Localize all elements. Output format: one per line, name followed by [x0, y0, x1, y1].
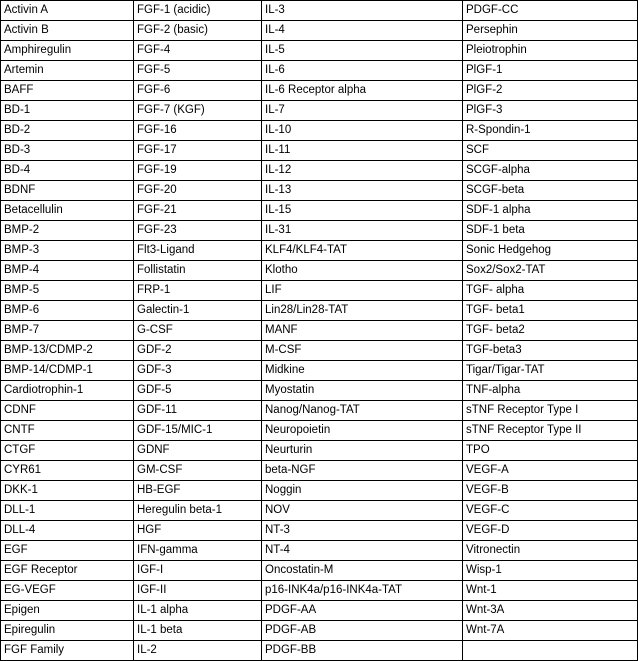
table-cell: IL-12 [262, 161, 463, 181]
table-cell: beta-NGF [262, 461, 463, 481]
table-cell: BMP-13/CDMP-2 [1, 341, 134, 361]
table-row [1, 61, 638, 81]
table-row [1, 321, 638, 341]
table-cell: GDNF [134, 441, 262, 461]
table-cell: LIF [262, 281, 463, 301]
table-cell: Klotho [262, 261, 463, 281]
table-cell: FGF-16 [134, 121, 262, 141]
table-cell: EGF [1, 541, 134, 561]
table-row [1, 521, 638, 541]
table-cell: GDF-3 [134, 361, 262, 381]
table-cell: FGF Family [1, 641, 134, 661]
table-row [1, 401, 638, 421]
table-cell: IL-1 alpha [134, 601, 262, 621]
table-cell: IGF-II [134, 581, 262, 601]
table-cell: NT-3 [262, 521, 463, 541]
table-row [1, 541, 638, 561]
table-row [1, 581, 638, 601]
table-cell: Myostatin [262, 381, 463, 401]
table-cell: Nanog/Nanog-TAT [262, 401, 463, 421]
table-row [1, 221, 638, 241]
table-cell: Vitronectin [463, 541, 638, 561]
table-cell: TNF-alpha [463, 381, 638, 401]
table-cell: KLF4/KLF4-TAT [262, 241, 463, 261]
table-row [1, 381, 638, 401]
table-cell: IFN-gamma [134, 541, 262, 561]
table-cell: FGF-2 (basic) [134, 21, 262, 41]
table-row [1, 181, 638, 201]
table-cell: Sonic Hedgehog [463, 241, 638, 261]
table-cell [463, 641, 638, 661]
table-row [1, 81, 638, 101]
table-cell: DKK-1 [1, 481, 134, 501]
table-cell: CTGF [1, 441, 134, 461]
table-cell: SCGF-beta [463, 181, 638, 201]
table-cell: EGF Receptor [1, 561, 134, 581]
table-cell: GDF-15/MIC-1 [134, 421, 262, 441]
table-cell: IL-3 [262, 1, 463, 21]
table-row [1, 101, 638, 121]
table-cell: PDGF-BB [262, 641, 463, 661]
table-cell: IL-13 [262, 181, 463, 201]
table-cell: VEGF-D [463, 521, 638, 541]
table-cell: Activin A [1, 1, 134, 21]
table-cell: IL-6 [262, 61, 463, 81]
table-row [1, 421, 638, 441]
table-cell: Activin B [1, 21, 134, 41]
table-cell: Lin28/Lin28-TAT [262, 301, 463, 321]
table-cell: IGF-I [134, 561, 262, 581]
table-cell: Artemin [1, 61, 134, 81]
table-cell: Tigar/Tigar-TAT [463, 361, 638, 381]
table-row [1, 261, 638, 281]
table-cell: Noggin [262, 481, 463, 501]
table-cell: GDF-11 [134, 401, 262, 421]
table-cell: Persephin [463, 21, 638, 41]
table-cell: FGF-17 [134, 141, 262, 161]
table-cell: VEGF-A [463, 461, 638, 481]
table-cell: DLL-4 [1, 521, 134, 541]
table-cell: Sox2/Sox2-TAT [463, 261, 638, 281]
table-cell: FGF-5 [134, 61, 262, 81]
table-row [1, 241, 638, 261]
table-cell: Heregulin beta-1 [134, 501, 262, 521]
table-cell: sTNF Receptor Type II [463, 421, 638, 441]
table-cell: BD-3 [1, 141, 134, 161]
table-row [1, 461, 638, 481]
table-row [1, 1, 638, 21]
table-cell: IL-5 [262, 41, 463, 61]
table-cell: Amphiregulin [1, 41, 134, 61]
table-cell: CDNF [1, 401, 134, 421]
table-cell: SDF-1 beta [463, 221, 638, 241]
table-cell: IL-7 [262, 101, 463, 121]
table-cell: IL-6 Receptor alpha [262, 81, 463, 101]
table-row [1, 21, 638, 41]
table-cell: FGF-23 [134, 221, 262, 241]
table-cell: FGF-20 [134, 181, 262, 201]
table-cell: FRP-1 [134, 281, 262, 301]
table-cell: G-CSF [134, 321, 262, 341]
table-cell: BMP-4 [1, 261, 134, 281]
table-cell: IL-11 [262, 141, 463, 161]
table-row [1, 641, 638, 661]
table-cell: Wnt-1 [463, 581, 638, 601]
table-cell: Neuropoietin [262, 421, 463, 441]
table-cell: IL-31 [262, 221, 463, 241]
table-row [1, 481, 638, 501]
table-cell: GDF-5 [134, 381, 262, 401]
table-cell: TGF- beta2 [463, 321, 638, 341]
table-cell: BD-1 [1, 101, 134, 121]
table-cell: SCGF-alpha [463, 161, 638, 181]
table-cell: BAFF [1, 81, 134, 101]
table-cell: VEGF-C [463, 501, 638, 521]
table-cell: Flt3-Ligand [134, 241, 262, 261]
table-cell: MANF [262, 321, 463, 341]
table-cell: BDNF [1, 181, 134, 201]
table-cell: CNTF [1, 421, 134, 441]
table-cell: PDGF-CC [463, 1, 638, 21]
table-row [1, 281, 638, 301]
table-cell: BMP-5 [1, 281, 134, 301]
table-row [1, 501, 638, 521]
table-cell: HB-EGF [134, 481, 262, 501]
table-cell: R-Spondin-1 [463, 121, 638, 141]
table-row [1, 361, 638, 381]
table-row [1, 301, 638, 321]
table-cell: BD-4 [1, 161, 134, 181]
table-cell: IL-4 [262, 21, 463, 41]
table-cell: FGF-19 [134, 161, 262, 181]
table-cell: Oncostatin-M [262, 561, 463, 581]
table-cell: BMP-14/CDMP-1 [1, 361, 134, 381]
table-cell: SCF [463, 141, 638, 161]
table-row [1, 201, 638, 221]
table-cell: Wisp-1 [463, 561, 638, 581]
table-cell: Midkine [262, 361, 463, 381]
table-cell: PlGF-3 [463, 101, 638, 121]
table-cell: DLL-1 [1, 501, 134, 521]
table-cell: NT-4 [262, 541, 463, 561]
table-cell: PDGF-AA [262, 601, 463, 621]
table-cell: BMP-7 [1, 321, 134, 341]
table-cell: BD-2 [1, 121, 134, 141]
table-cell: GDF-2 [134, 341, 262, 361]
table-cell: Wnt-3A [463, 601, 638, 621]
table-row [1, 601, 638, 621]
table-cell: TPO [463, 441, 638, 461]
table-cell: Neurturin [262, 441, 463, 461]
table-cell: IL-2 [134, 641, 262, 661]
table-cell: CYR61 [1, 461, 134, 481]
table-cell: EG-VEGF [1, 581, 134, 601]
table-cell: M-CSF [262, 341, 463, 361]
table-cell: Cardiotrophin-1 [1, 381, 134, 401]
table-row [1, 141, 638, 161]
table-cell: FGF-21 [134, 201, 262, 221]
table-row [1, 41, 638, 61]
table-cell: IL-1 beta [134, 621, 262, 641]
table-cell: BMP-2 [1, 221, 134, 241]
table-cell: NOV [262, 501, 463, 521]
table-cell: BMP-3 [1, 241, 134, 261]
table-cell: FGF-1 (acidic) [134, 1, 262, 21]
table-cell: SDF-1 alpha [463, 201, 638, 221]
table-cell: PlGF-1 [463, 61, 638, 81]
table-cell: GM-CSF [134, 461, 262, 481]
table-row [1, 441, 638, 461]
table-cell: p16-INK4a/p16-INK4a-TAT [262, 581, 463, 601]
table-cell: Epiregulin [1, 621, 134, 641]
table-row [1, 621, 638, 641]
table-row [1, 561, 638, 581]
table-cell: TGF- alpha [463, 281, 638, 301]
table-cell: sTNF Receptor Type I [463, 401, 638, 421]
table-row [1, 161, 638, 181]
table-cell: Follistatin [134, 261, 262, 281]
table-cell: TGF-beta3 [463, 341, 638, 361]
table-cell: FGF-6 [134, 81, 262, 101]
table-cell: PDGF-AB [262, 621, 463, 641]
table-cell: Galectin-1 [134, 301, 262, 321]
table-body [1, 1, 638, 661]
table-row [1, 121, 638, 141]
table-cell: HGF [134, 521, 262, 541]
table-cell: TGF- beta1 [463, 301, 638, 321]
table-cell: Wnt-7A [463, 621, 638, 641]
table-cell: Pleiotrophin [463, 41, 638, 61]
table-cell: Epigen [1, 601, 134, 621]
table-cell: IL-15 [262, 201, 463, 221]
table-cell: IL-10 [262, 121, 463, 141]
table-cell: FGF-7 (KGF) [134, 101, 262, 121]
table-cell: BMP-6 [1, 301, 134, 321]
table-cell: PlGF-2 [463, 81, 638, 101]
table-cell: FGF-4 [134, 41, 262, 61]
table-row [1, 341, 638, 361]
table-cell: VEGF-B [463, 481, 638, 501]
table-cell: Betacellulin [1, 201, 134, 221]
